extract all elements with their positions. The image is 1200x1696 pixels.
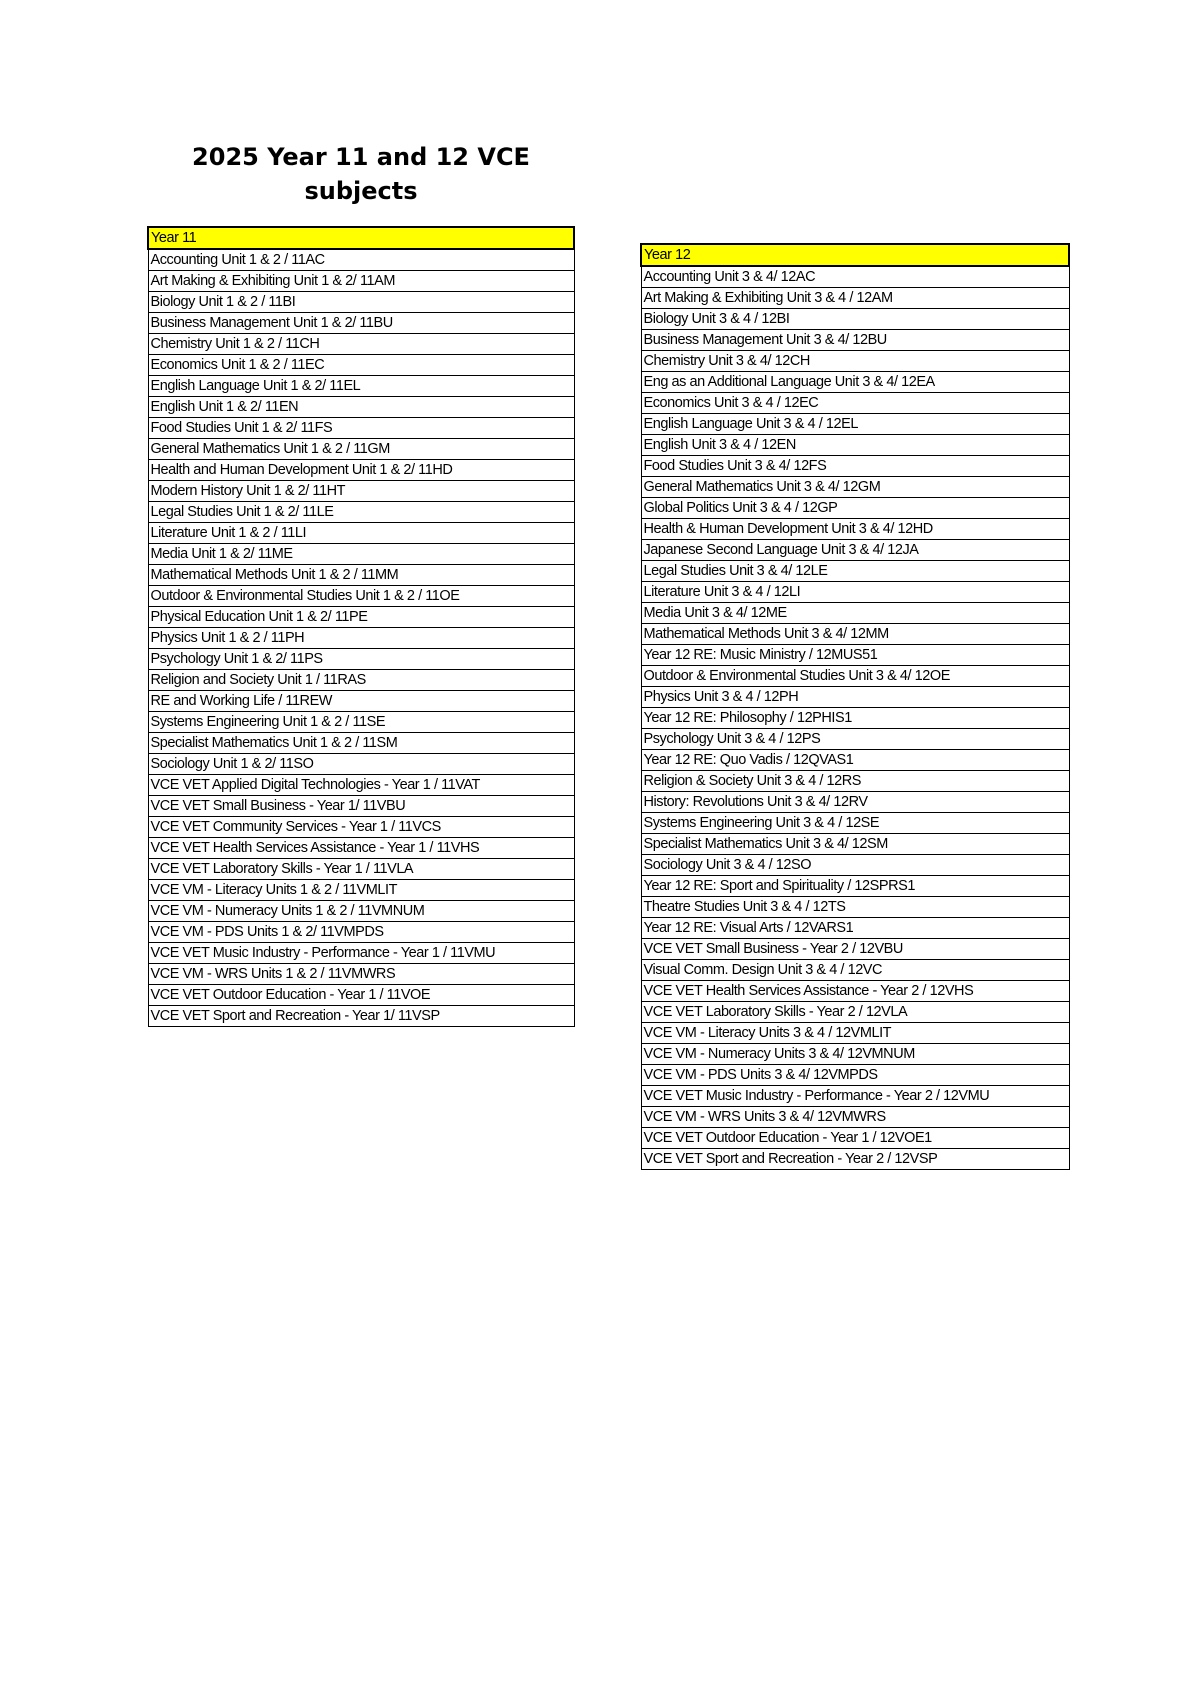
subject-cell: VCE VET Health Services Assistance - Year 1 / 11VHS	[148, 838, 574, 859]
year-11-subject-row	[148, 985, 574, 1006]
subject-cell: Accounting Unit 3 & 4/ 12AC	[641, 266, 1069, 288]
year-12-subject-row	[641, 666, 1069, 687]
year-12-subject-row	[641, 393, 1069, 414]
year-11-subject-row	[148, 1006, 574, 1027]
subject-cell: Health and Human Development Unit 1 & 2/ 11HD	[148, 460, 574, 481]
subject-cell: Outdoor & Environmental Studies Unit 1 & 2 / 11OE	[148, 586, 574, 607]
year-11-subject-row	[148, 418, 574, 439]
year-11-subject-row	[148, 943, 574, 964]
year-12-subject-row	[641, 1107, 1069, 1128]
subject-cell: VCE VET Music Industry - Performance - Year 2 / 12VMU	[641, 1086, 1069, 1107]
year-11-subject-row	[148, 754, 574, 775]
year-11-subject-row	[148, 607, 574, 628]
subject-cell: Visual Comm. Design Unit 3 & 4 / 12VC	[641, 960, 1069, 981]
subject-cell: Art Making & Exhibiting Unit 1 & 2/ 11AM	[148, 271, 574, 292]
subject-cell: VCE VM - PDS Units 1 & 2/ 11VMPDS	[148, 922, 574, 943]
subject-cell: Economics Unit 1 & 2 / 11EC	[148, 355, 574, 376]
year-12-header-row	[641, 244, 1069, 266]
year-12-subject-row	[641, 729, 1069, 750]
year-12-subject-row	[641, 750, 1069, 771]
year-12-subject-row	[641, 540, 1069, 561]
subject-cell: Physical Education Unit 1 & 2/ 11PE	[148, 607, 574, 628]
year-12-heading: Year 12	[641, 244, 1069, 266]
year-12-subject-row	[641, 708, 1069, 729]
year-12-subject-row	[641, 960, 1069, 981]
year-11-subject-row	[148, 271, 574, 292]
subject-cell: Legal Studies Unit 3 & 4/ 12LE	[641, 561, 1069, 582]
subject-cell: English Language Unit 3 & 4 / 12EL	[641, 414, 1069, 435]
subject-cell: Religion & Society Unit 3 & 4 / 12RS	[641, 771, 1069, 792]
year-11-subject-row	[148, 481, 574, 502]
year-12-subject-row	[641, 477, 1069, 498]
year-11-subject-row	[148, 249, 574, 271]
year-11-subject-row	[148, 502, 574, 523]
year-12-subject-row	[641, 645, 1069, 666]
year-11-subject-row	[148, 649, 574, 670]
subject-cell: Global Politics Unit 3 & 4 / 12GP	[641, 498, 1069, 519]
year-12-subject-row	[641, 1149, 1069, 1170]
year-12-subject-row	[641, 561, 1069, 582]
year-12-subject-row	[641, 266, 1069, 288]
subject-cell: Accounting Unit 1 & 2 / 11AC	[148, 249, 574, 271]
subject-cell: Literature Unit 1 & 2 / 11LI	[148, 523, 574, 544]
year-12-subject-row	[641, 1044, 1069, 1065]
year-11-subject-row	[148, 586, 574, 607]
subject-cell: Systems Engineering Unit 3 & 4 / 12SE	[641, 813, 1069, 834]
year-11-subject-row	[148, 397, 574, 418]
year-12-subject-row	[641, 582, 1069, 603]
year-11-subject-row	[148, 691, 574, 712]
subject-cell: VCE VET Health Services Assistance - Year 2 / 12VHS	[641, 981, 1069, 1002]
year-12-subject-row	[641, 834, 1069, 855]
subject-cell: Systems Engineering Unit 1 & 2 / 11SE	[148, 712, 574, 733]
subject-cell: VCE VET Applied Digital Technologies - Year 1 / 11VAT	[148, 775, 574, 796]
subject-cell: RE and Working Life / 11REW	[148, 691, 574, 712]
year-12-subject-row	[641, 309, 1069, 330]
subject-cell: Media Unit 1 & 2/ 11ME	[148, 544, 574, 565]
subject-cell: VCE VM - Numeracy Units 3 & 4/ 12VMNUM	[641, 1044, 1069, 1065]
year-12-subject-row	[641, 1002, 1069, 1023]
year-11-subject-row	[148, 670, 574, 691]
subject-cell: English Unit 1 & 2/ 11EN	[148, 397, 574, 418]
subject-cell: VCE VET Sport and Recreation - Year 1/ 11VSP	[148, 1006, 574, 1027]
year-11-subject-row	[148, 523, 574, 544]
subject-cell: VCE VET Small Business - Year 1/ 11VBU	[148, 796, 574, 817]
subject-cell: Food Studies Unit 3 & 4/ 12FS	[641, 456, 1069, 477]
year-11-subject-row	[148, 376, 574, 397]
subject-cell: Business Management Unit 1 & 2/ 11BU	[148, 313, 574, 334]
year-11-subject-row	[148, 460, 574, 481]
subject-cell: Year 12 RE: Music Ministry / 12MUS51	[641, 645, 1069, 666]
subject-cell: VCE VET Laboratory Skills - Year 2 / 12VLA	[641, 1002, 1069, 1023]
subject-cell: VCE VM - Numeracy Units 1 & 2 / 11VMNUM	[148, 901, 574, 922]
year-12-table-body	[641, 244, 1069, 1170]
year-12-subject-row	[641, 1023, 1069, 1044]
year-12-subject-row	[641, 876, 1069, 897]
year-12-subject-row	[641, 813, 1069, 834]
subject-cell: Literature Unit 3 & 4 / 12LI	[641, 582, 1069, 603]
year-11-subject-row	[148, 817, 574, 838]
year-12-subject-row	[641, 792, 1069, 813]
subject-cell: Economics Unit 3 & 4 / 12EC	[641, 393, 1069, 414]
subject-cell: Chemistry Unit 3 & 4/ 12CH	[641, 351, 1069, 372]
subject-cell: Japanese Second Language Unit 3 & 4/ 12JA	[641, 540, 1069, 561]
subject-cell: Outdoor & Environmental Studies Unit 3 & 4/ 12OE	[641, 666, 1069, 687]
subject-cell: VCE VM - PDS Units 3 & 4/ 12VMPDS	[641, 1065, 1069, 1086]
year-12-subject-row	[641, 456, 1069, 477]
subject-cell: Food Studies Unit 1 & 2/ 11FS	[148, 418, 574, 439]
year-11-subject-row	[148, 439, 574, 460]
year-11-subject-row	[148, 544, 574, 565]
year-11-subject-row	[148, 292, 574, 313]
subject-cell: Sociology Unit 3 & 4 / 12SO	[641, 855, 1069, 876]
subject-cell: Biology Unit 3 & 4 / 12BI	[641, 309, 1069, 330]
subject-cell: VCE VET Sport and Recreation - Year 2 / 12VSP	[641, 1149, 1069, 1170]
year-11-subject-row	[148, 565, 574, 586]
year-12-subject-row	[641, 939, 1069, 960]
subject-cell: Psychology Unit 3 & 4 / 12PS	[641, 729, 1069, 750]
year-11-header-row	[148, 227, 574, 249]
subject-cell: Religion and Society Unit 1 / 11RAS	[148, 670, 574, 691]
subject-cell: Year 12 RE: Visual Arts / 12VARS1	[641, 918, 1069, 939]
subject-cell: VCE VM - Literacy Units 3 & 4 / 12VMLIT	[641, 1023, 1069, 1044]
year-11-subject-row	[148, 901, 574, 922]
subject-cell: VCE VET Music Industry - Performance - Year 1 / 11VMU	[148, 943, 574, 964]
year-11-subject-row	[148, 964, 574, 985]
year-12-subject-row	[641, 687, 1069, 708]
year-12-subject-row	[641, 414, 1069, 435]
year-12-subject-row	[641, 1086, 1069, 1107]
subject-cell: Media Unit 3 & 4/ 12ME	[641, 603, 1069, 624]
year-11-subject-row	[148, 313, 574, 334]
subject-cell: Theatre Studies Unit 3 & 4 / 12TS	[641, 897, 1069, 918]
page-title	[147, 140, 575, 208]
subject-cell: English Unit 3 & 4 / 12EN	[641, 435, 1069, 456]
year-11-subject-row	[148, 796, 574, 817]
subject-cell: VCE VM - WRS Units 3 & 4/ 12VMWRS	[641, 1107, 1069, 1128]
year-11-subject-row	[148, 355, 574, 376]
year-11-subject-row	[148, 733, 574, 754]
year-11-subject-row	[148, 922, 574, 943]
year-12-subject-row	[641, 498, 1069, 519]
subject-cell: Eng as an Additional Language Unit 3 & 4/ 12EA	[641, 372, 1069, 393]
subject-cell: Modern History Unit 1 & 2/ 11HT	[148, 481, 574, 502]
subject-cell: VCE VM - WRS Units 1 & 2 / 11VMWRS	[148, 964, 574, 985]
subject-cell: Chemistry Unit 1 & 2 / 11CH	[148, 334, 574, 355]
year-12-subject-row	[641, 771, 1069, 792]
subject-cell: Biology Unit 1 & 2 / 11BI	[148, 292, 574, 313]
year-11-subject-row	[148, 859, 574, 880]
year-12-subject-row	[641, 288, 1069, 309]
subject-cell: VCE VET Community Services - Year 1 / 11VCS	[148, 817, 574, 838]
subject-cell: Psychology Unit 1 & 2/ 11PS	[148, 649, 574, 670]
subject-cell: VCE VET Outdoor Education - Year 1 / 12VOE1	[641, 1128, 1069, 1149]
year-12-subject-row	[641, 624, 1069, 645]
subject-cell: VCE VET Outdoor Education - Year 1 / 11VOE	[148, 985, 574, 1006]
year-11-subjects-table	[147, 226, 575, 1027]
subject-cell: Year 12 RE: Philosophy / 12PHIS1	[641, 708, 1069, 729]
year-12-subject-row	[641, 330, 1069, 351]
year-12-subject-row	[641, 519, 1069, 540]
subject-cell: Health & Human Development Unit 3 & 4/ 12HD	[641, 519, 1069, 540]
year-12-subject-row	[641, 897, 1069, 918]
subject-cell: Mathematical Methods Unit 1 & 2 / 11MM	[148, 565, 574, 586]
year-11-heading: Year 11	[148, 227, 574, 249]
year-12-subject-row	[641, 1128, 1069, 1149]
year-11-subject-row	[148, 712, 574, 733]
year-11-subject-row	[148, 838, 574, 859]
year-11-subject-row	[148, 334, 574, 355]
subject-cell: English Language Unit 1 & 2/ 11EL	[148, 376, 574, 397]
title-line-1: 2025 Year 11 and 12 VCE	[192, 143, 530, 171]
subject-cell: Specialist Mathematics Unit 1 & 2 / 11SM	[148, 733, 574, 754]
year-12-subject-row	[641, 372, 1069, 393]
subject-cell: VCE VET Laboratory Skills - Year 1 / 11VLA	[148, 859, 574, 880]
year-12-subject-row	[641, 603, 1069, 624]
subject-cell: Physics Unit 3 & 4 / 12PH	[641, 687, 1069, 708]
subject-cell: Sociology Unit 1 & 2/ 11SO	[148, 754, 574, 775]
subject-cell: Year 12 RE: Sport and Spirituality / 12SPRS1	[641, 876, 1069, 897]
subject-cell: VCE VET Small Business - Year 2 / 12VBU	[641, 939, 1069, 960]
subject-cell: General Mathematics Unit 1 & 2 / 11GM	[148, 439, 574, 460]
subject-cell: VCE VM - Literacy Units 1 & 2 / 11VMLIT	[148, 880, 574, 901]
subject-cell: Art Making & Exhibiting Unit 3 & 4 / 12AM	[641, 288, 1069, 309]
year-12-subject-row	[641, 435, 1069, 456]
year-12-subject-row	[641, 981, 1069, 1002]
subject-cell: Physics Unit 1 & 2 / 11PH	[148, 628, 574, 649]
year-11-subject-row	[148, 628, 574, 649]
subject-cell: Legal Studies Unit 1 & 2/ 11LE	[148, 502, 574, 523]
subject-cell: Year 12 RE: Quo Vadis / 12QVAS1	[641, 750, 1069, 771]
year-12-subjects-table	[640, 243, 1070, 1170]
subject-cell: Business Management Unit 3 & 4/ 12BU	[641, 330, 1069, 351]
subject-cell: Specialist Mathematics Unit 3 & 4/ 12SM	[641, 834, 1069, 855]
year-11-table-body	[148, 227, 574, 1027]
subject-cell: Mathematical Methods Unit 3 & 4/ 12MM	[641, 624, 1069, 645]
title-line-2: subjects	[304, 177, 418, 205]
year-11-subject-row	[148, 880, 574, 901]
year-12-subject-row	[641, 351, 1069, 372]
subject-cell: General Mathematics Unit 3 & 4/ 12GM	[641, 477, 1069, 498]
year-12-subject-row	[641, 1065, 1069, 1086]
year-12-subject-row	[641, 918, 1069, 939]
year-12-subject-row	[641, 855, 1069, 876]
year-11-subject-row	[148, 775, 574, 796]
subject-cell: History: Revolutions Unit 3 & 4/ 12RV	[641, 792, 1069, 813]
